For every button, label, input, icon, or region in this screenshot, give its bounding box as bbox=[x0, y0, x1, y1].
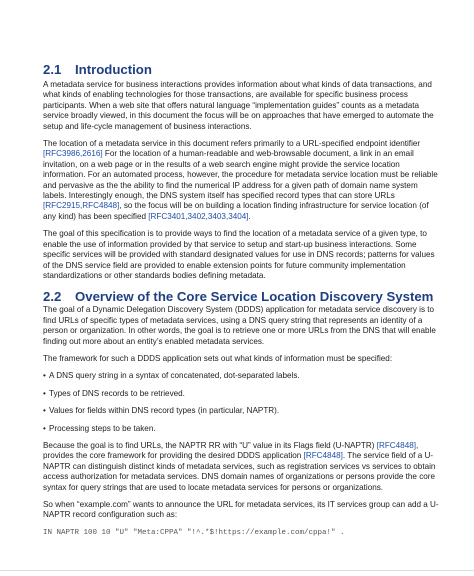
list-item bbox=[43, 406, 443, 416]
section-title: Overview of the Core Service Location Discovery System bbox=[75, 289, 434, 305]
list-item bbox=[43, 389, 443, 399]
reference-link-rfc3986[interactable]: [RFC3986,2616] bbox=[43, 149, 103, 159]
bullet-icon: • bbox=[43, 388, 46, 398]
reference-link-rfc3401[interactable]: [RFC3401,3402,3403,3404] bbox=[148, 211, 249, 221]
section-title: Introduction bbox=[75, 62, 152, 77]
reference-link-rfc4848[interactable]: [RFC4848] bbox=[376, 440, 416, 450]
overview-paragraph-2: The framework for such a DDDS application sets out what kinds of information must be specified: bbox=[43, 353, 393, 363]
page-bottom-divider bbox=[0, 570, 474, 571]
intro-paragraph-1: A metadata service for business interactions provides information about what kinds of data transactions, and what kinds of enabling technologies for those transactions, are available for specific business process participants. When a web site that offers natural language “implementation guides” counts as a metadata service broadly viewed, in this document the focus will be on approaches that have emerged to automate the setup and life-cycle management of business interactions. bbox=[43, 80, 434, 131]
requirements-list bbox=[43, 371, 443, 434]
text-run: , so the focus will be on building a location finding infrastructure for service location (of any kind) has been specified bbox=[43, 201, 429, 221]
text-run: . bbox=[248, 211, 251, 221]
bullet-icon: • bbox=[43, 406, 46, 416]
list-item-text: Values for fields within DNS record types (in particular, NAPTR). bbox=[49, 406, 280, 416]
section-number: 2.1 bbox=[43, 62, 62, 77]
intro-paragraph-2 bbox=[43, 139, 443, 222]
intro-paragraph-3: The goal of this specification is to provide ways to find the location of a metadata service of a given type, to enable the use of information provided by that service to setup and start-up business interactions. Some specific services will be provided with standard designated values for use in DNS records; patterns for values of the DNS service field are provided to enable extension points for future community implementation standardizations or other standards bodies defining metadata. bbox=[43, 229, 435, 280]
overview-paragraph-3 bbox=[43, 441, 443, 493]
text-run: , provides the core framework for providing the desired DDDS application bbox=[43, 440, 419, 461]
section-number: 2.2 bbox=[43, 289, 62, 305]
list-item-text: A DNS query string in a syntax of concatenated, dot-separated labels. bbox=[49, 371, 300, 381]
text-run: The location of a metadata service in this document refers primarily to a URL-specified endpoint identifier bbox=[43, 139, 421, 149]
reference-link-rfc2915[interactable]: [RFC2915,RFC4848] bbox=[43, 201, 120, 211]
overview-paragraph-4: So when “example.com” wants to announce the URL for metadata services, its IT services group can add a U-NAPTR record configuration such as: bbox=[43, 500, 439, 520]
reference-link-rfc4848[interactable]: [RFC4848] bbox=[303, 451, 343, 461]
text-run: For the location of a human-readable and web-browsable document, a link in an email invitation, on a web page or in the results of a web search engine might provide the service location information. For an automated process, however, the procedure for metadata service location must be reliable and pervasive as the the ability to find the numerical IP address for a given path of domain name system labels. Interestingly enough, the DNS system itself has specified record types that can store URLs bbox=[43, 149, 438, 201]
document-content bbox=[43, 56, 443, 538]
list-item-text: Types of DNS records to be retrieved. bbox=[49, 388, 185, 398]
text-run: . The service field of a U-NAPTR can distinguish distinct kinds of metadata services, such as registration services vs services to obtain access authorization for metadata services. DNS domain names of organizations or persons provide the core syntax for query strings that are used to locate metadata services for persons or organizations. bbox=[43, 451, 436, 492]
bullet-icon: • bbox=[43, 371, 46, 381]
list-item bbox=[43, 424, 443, 434]
list-item-text: Processing steps to be taken. bbox=[49, 423, 156, 433]
list-item bbox=[43, 371, 443, 381]
section-heading-overview bbox=[43, 288, 443, 305]
overview-paragraph-1: The goal of a Dynamic Delegation Discovery System (DDDS) application for metadata service discovery is to find URLs of specific types of metadata services, using a DNS query string that represents an identity of a person or organization. In other words, the goal is to retrieve one or more URLs from the DNS that will enable finding out more about an entity’s enabled metadata services. bbox=[43, 305, 436, 346]
text-run: Because the goal is to find URLs, the NAPTR RR with “U” value in its Flags field (U-NAPTR) bbox=[43, 440, 377, 450]
bullet-icon: • bbox=[43, 423, 46, 433]
section-heading-introduction bbox=[43, 61, 443, 78]
code-sample: IN NAPTR 100 10 "U" "Meta:CPPA" "!^.*$!https://example.com/cppa!" . bbox=[43, 528, 345, 537]
